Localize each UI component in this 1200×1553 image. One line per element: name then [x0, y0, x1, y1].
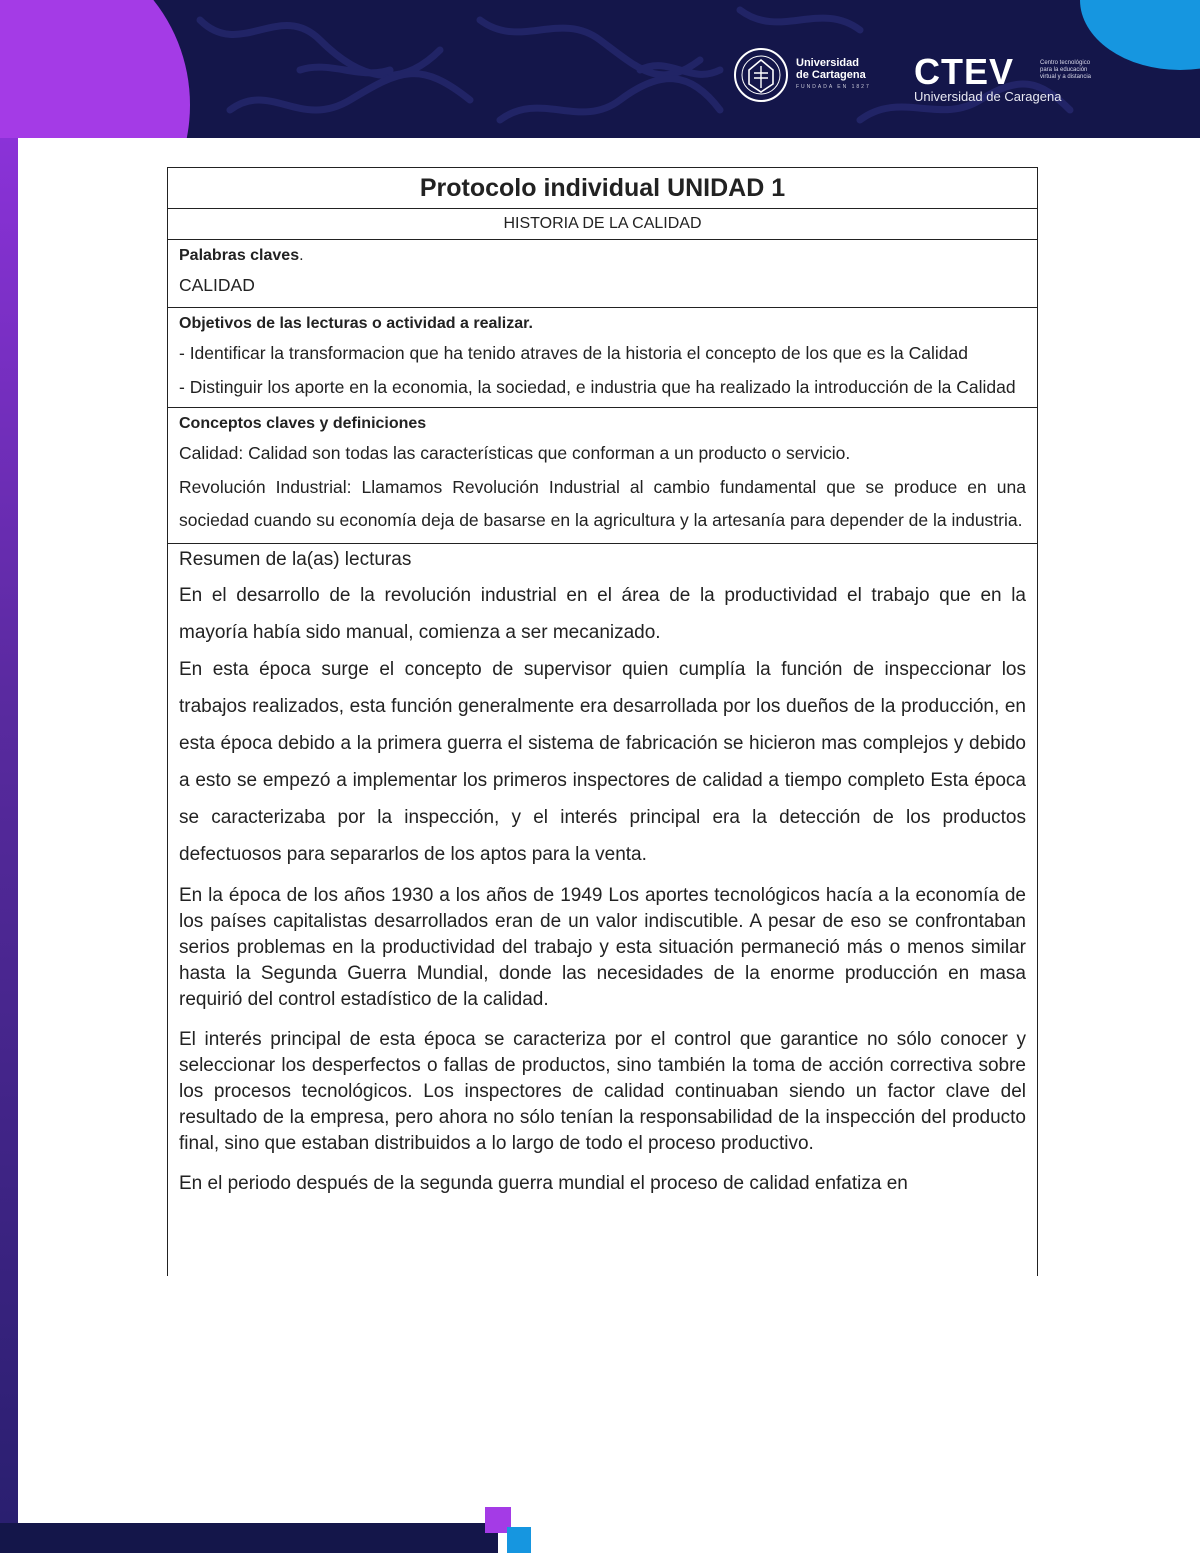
concept-item: Calidad: Calidad son todas las características que conforman a un producto o servicio. [179, 443, 851, 463]
universidad-cartagena-logo [732, 46, 871, 104]
keywords-value: CALIDAD [179, 275, 255, 295]
keywords-label: Palabras claves [179, 247, 300, 264]
concepts-label: Conceptos claves y definiciones [179, 415, 427, 432]
protocol-table [167, 167, 1038, 1276]
header-band [0, 0, 1200, 138]
protocol-subtitle: HISTORIA DE LA CALIDAD [168, 209, 1038, 240]
objectives-label: Objetivos de las lecturas o actividad a realizar. [179, 315, 533, 332]
objectives-cell [168, 308, 1038, 408]
summary-paragraph: El interés principal de esta época se caracteriza por el control que garantice no sólo conocer y seleccionar los desperfectos o fallas de productos, sino también la toma de acción correctiva sobre los procesos tecnológicos. Los inspectores de calidad continuaban siendo un factor clave del resultado de la empresa, pero ahora no sólo tenían la responsabilidad de la inspección del producto final, sino que estaban distribuidos a lo largo de todo el proceso productivo. [179, 1028, 1026, 1154]
footer-band [0, 1523, 498, 1553]
university-name: Universidad de Cartagena [796, 57, 866, 81]
ctev-subtitle: Universidad de Caragena [914, 89, 1062, 104]
protocol-title: Protocolo individual UNIDAD 1 [168, 168, 1038, 209]
ctev-wordmark: CTEV [914, 51, 1015, 92]
summary-cell [168, 543, 1038, 1276]
concepts-cell [168, 408, 1038, 544]
summary-paragraph: En la época de los años 1930 a los años de 1949 Los aportes tecnológicos hacía a la economía de los países capitalistas desarrollados eran de un valor indiscutible. A pesar de eso se confrontaban serios problemas en la productividad del trabajo y esta situación permaneció más o menos similar hasta la Segunda Guerra Mundial, donde las necesidades de la enorme producción en masa requirió del control estadístico de la calidad. [179, 884, 1026, 1010]
ctev-logo [914, 51, 1092, 104]
objective-item: - Identificar la transformacion que ha tenido atraves de la historia el concepto de los que es la Calidad [179, 343, 968, 363]
footer-blue-square [507, 1527, 531, 1553]
concept-item: Revolución Industrial: Llamamos Revolución Industrial al cambio fundamental que se produce en una sociedad cuando su economía deja de basarse en la agricultura y la artesanía para depender de la industria. [179, 476, 1026, 530]
summary-paragraph: En el desarrollo de la revolución industrial en el área de la productividad el trabajo que en la mayoría había sido manual, comienza a ser mecanizado. [179, 584, 1026, 643]
keywords-label-line [179, 243, 1026, 269]
objective-item: - Distinguir los aporte en la economia, la sociedad, e industria que ha realizado la introducción de la Calidad [179, 376, 1016, 397]
ctev-tagline: Centro tecnológico para la educación virtual y a distancia [1040, 60, 1092, 80]
summary-paragraph: En esta época surge el concepto de supervisor quien cumplía la función de inspeccionar los trabajos realizados, esta función generalmente era desarrollada por los dueños de la producción, en esta época debido a la primera guerra el sistema de fabricación se hicieron mas complejos y debido a esto se empezó a implementar los primeros inspectores de calidad a tiempo completo Esta época se caracterizaba por la inspección, y el interés principal era la detección de los productos defectuosos para separarlos de los aptos para la venta. [179, 658, 1026, 865]
university-seal-icon [732, 46, 790, 104]
summary-paragraph: En el periodo después de la segunda guerra mundial el proceso de calidad enfatiza en [179, 1172, 908, 1194]
left-decor-strip [0, 138, 18, 1523]
university-tagline: FUNDADA EN 1827 [796, 84, 871, 90]
keywords-label-suffix: . [299, 247, 304, 264]
summary-label: Resumen de la(as) lecturas [179, 548, 412, 570]
keywords-cell [168, 240, 1038, 308]
purple-arc-shape [0, 0, 190, 138]
